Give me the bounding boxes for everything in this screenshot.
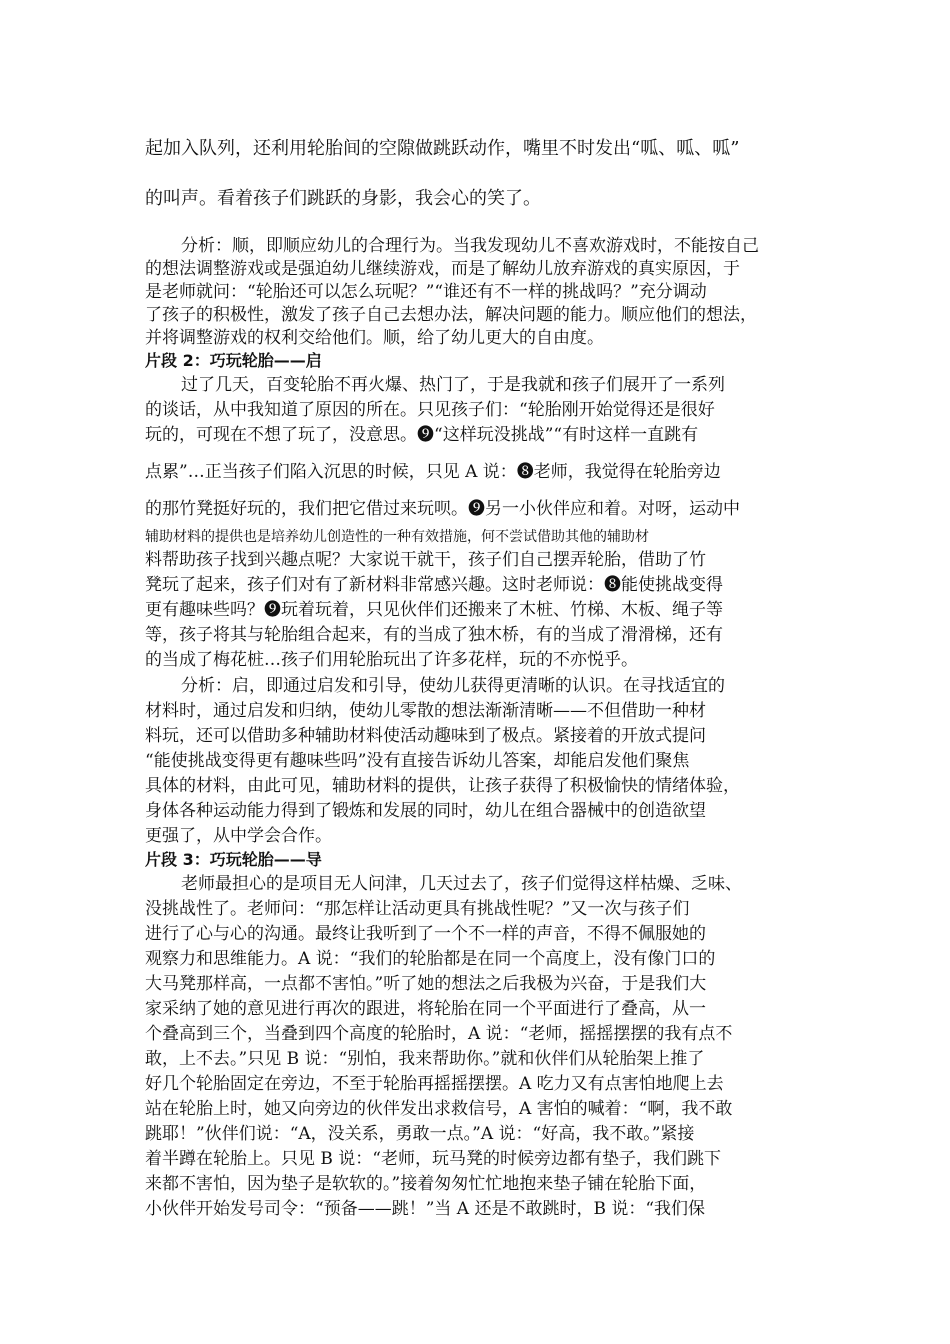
section-heading: 片段 3：巧玩轮胎——导 <box>145 850 322 869</box>
text-line: 过了几天，百变轮胎不再火爆、热门了，于是我就和孩子们展开了一系列 <box>181 375 725 395</box>
analysis-paragraph-line: 分析：启，即通过启发和引导，使幼儿获得更清晰的认识。在寻找适宜的 <box>181 676 725 696</box>
text-line: 老师最担心的是项目无人问津，几天过去了，孩子们觉得这样枯燥、乏味、 <box>181 874 742 894</box>
text-line: 大马凳那样高，一点都不害怕。”听了她的想法之后我极为兴奋，于是我们大 <box>145 974 707 994</box>
text-line: 站在轮胎上时，她又向旁边的伙伴发出求救信号，A 害怕的喊着：“啊，我不敢 <box>145 1099 733 1119</box>
text-line: 进行了心与心的沟通。最终让我听到了一个不一样的声音，不得不佩服她的 <box>145 924 706 944</box>
analysis-paragraph-line: 的想法调整游戏或是强迫幼儿继续游戏，而是了解幼儿放弃游戏的真实原因，于 <box>145 259 740 279</box>
analysis-paragraph-line: 分析：顺，即顺应幼儿的合理行为。当我发现幼儿不喜欢游戏时，不能按自己 <box>181 236 759 256</box>
text-line: 好几个轮胎固定在旁边，不至于轮胎再摇摇摆摆。A 吃力又有点害怕地爬上去 <box>145 1074 724 1094</box>
text-line: 的叫声。看着孩子们跳跃的身影，我会心的笑了。 <box>145 188 541 209</box>
text-line: 辅助材料的提供也是培养幼儿创造性的一种有效措施，何不尝试借助其他的辅助材 <box>145 529 649 545</box>
text-line: 跳耶！”伙伴们说：“A，没关系，勇敢一点。”A 说：“好高，我不敢。”紧接 <box>145 1124 695 1144</box>
text-line: 个叠高到三个，当叠到四个高度的轮胎时，A 说：“老师，摇摇摆摆的我有点不 <box>145 1024 733 1044</box>
text-line: 更有趣味些吗？❾玩着玩着，只见伙伴们还搬来了木桩、竹梯、木板、绳子等 <box>145 600 723 620</box>
analysis-paragraph-line: 更强了，从中学会合作。 <box>145 826 332 846</box>
analysis-paragraph-line: 是老师就问：“轮胎还可以怎么玩呢？”“谁还有不一样的挑战吗？”充分调动 <box>145 282 707 302</box>
text-line: 的那竹凳挺好玩的，我们把它借过来玩呗。❾另一小伙伴应和着。对呀，运动中 <box>145 499 740 519</box>
analysis-paragraph-line: 具体的材料，由此可见，辅助材料的提供，让孩子获得了积极愉快的情绪体验， <box>145 776 740 796</box>
analysis-paragraph-line: “能使挑战变得更有趣味些吗”没有直接告诉幼儿答案，却能启发他们聚焦 <box>145 751 690 771</box>
section-heading: 片段 2：巧玩轮胎——启 <box>145 351 322 370</box>
text-line: 的谈话，从中我知道了原因的所在。只见孩子们：“轮胎刚开始觉得还是很好 <box>145 400 715 420</box>
text-line: 起加入队列，还利用轮胎间的空隙做跳跃动作，嘴里不时发出“呱、呱、呱” <box>145 138 740 159</box>
text-line: 来都不害怕，因为垫子是软软的。”接着匆匆忙忙地抱来垫子铺在轮胎下面， <box>145 1174 707 1194</box>
analysis-paragraph-line: 料玩，还可以借助多种辅助材料使活动趣味到了极点。紧接着的开放式提问 <box>145 726 706 746</box>
text-line: 没挑战性了。老师问：“那怎样让活动更具有挑战性呢？”又一次与孩子们 <box>145 899 690 919</box>
text-line: 等，孩子将其与轮胎组合起来，有的当成了独木桥，有的当成了滑滑梯，还有 <box>145 625 723 645</box>
analysis-paragraph-line: 并将调整游戏的权利交给他们。顺，给了幼儿更大的自由度。 <box>145 328 604 348</box>
analysis-paragraph-line: 材料时，通过启发和归纳，使幼儿零散的想法渐渐清晰——不但借助一种材 <box>145 701 706 721</box>
analysis-paragraph-line: 了孩子的积极性，激发了孩子自己去想办法，解决问题的能力。顺应他们的想法， <box>145 305 757 325</box>
text-line: 观察力和思维能力。A 说：“我们的轮胎都是在同一个高度上，没有像门口的 <box>145 949 716 969</box>
text-line: 玩的，可现在不想了玩了，没意思。❾“这样玩没挑战”“有时这样一直跳有 <box>145 425 699 445</box>
text-line: 小伙伴开始发号司令：“预备——跳！”当 A 还是不敢跳时，B 说：“我们保 <box>145 1199 706 1219</box>
text-line: 的当成了梅花桩…孩子们用轮胎玩出了许多花样，玩的不亦悦乎。 <box>145 650 638 670</box>
analysis-paragraph-line: 身体各种运动能力得到了锻炼和发展的同时，幼儿在组合器械中的创造欲望 <box>145 801 706 821</box>
text-line: 家采纳了她的意见进行再次的跟进，将轮胎在同一个平面进行了叠高，从一 <box>145 999 706 1019</box>
text-line: 敢，上不去。”只见 B 说：“别怕，我来帮助你。”就和伙伴们从轮胎架上推了 <box>145 1049 705 1069</box>
text-line: 点累”…正当孩子们陷入沉思的时候，只见 A 说：❽老师，我觉得在轮胎旁边 <box>145 462 721 482</box>
text-line: 凳玩了起来，孩子们对有了新材料非常感兴趣。这时老师说：❽能使挑战变得 <box>145 575 723 595</box>
text-line: 料帮助孩子找到兴趣点呢？大家说干就干，孩子们自己摆弄轮胎，借助了竹 <box>145 550 706 570</box>
text-line: 着半蹲在轮胎上。只见 B 说：“老师，玩马凳的时候旁边都有垫子，我们跳下 <box>145 1149 721 1169</box>
